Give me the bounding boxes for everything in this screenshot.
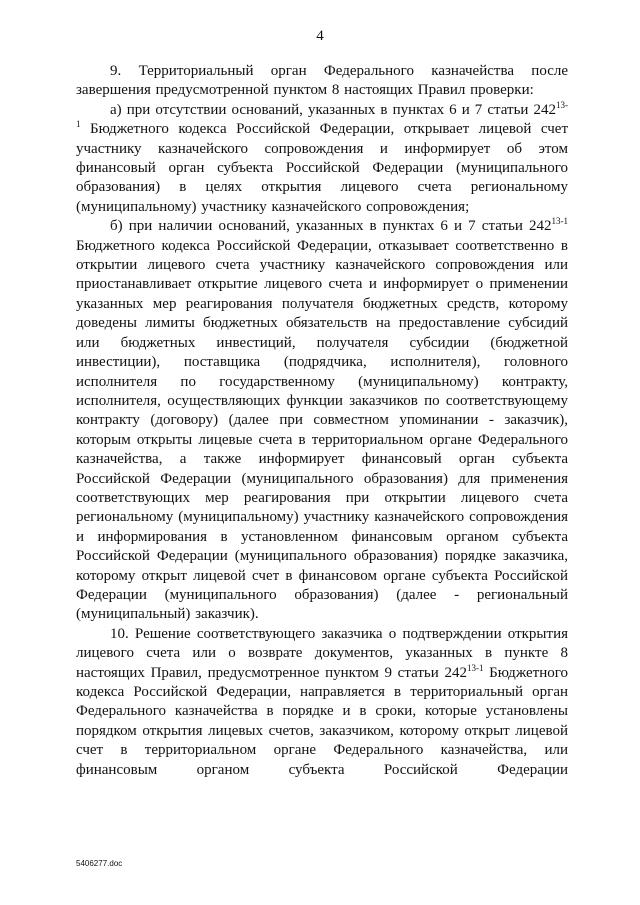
paragraph-9: 9. Территориальный орган Федерального казначейства после завершения предусмотренной пунктом 8 настоящих Правил проверки: (76, 63, 568, 99)
paragraph-9a-text-end: Бюджетного кодекса Российской Федерации, открывает лицевой счет участнику казначейского сопровождения и информирует об этом финансовый орган субъекта Российской Федерации (муниципального образования) в целях открытия лицевого счета региональному (муниципальному) участнику казначейского сопровождения; (76, 121, 568, 215)
article-superscript: 13-1 (76, 99, 568, 130)
page-number: 4 (316, 28, 324, 44)
document-file-code: 5406277.doc (76, 859, 123, 868)
paragraph-10-text-end: Бюджетного кодекса Российской Федерации, направляется в территориальный орган Федерального казначейства в порядке и в сроки, которые установлены порядком открытия лицевых счетов, заказчиком, которому открыт лицевой счет в территориальном органе Федерального казначейства, или финансовым органом субъекта Российской Федерации (76, 664, 569, 778)
paragraph-9b-text-end: Бюджетного кодекса Российской Федерации, отказывает соответственно в открытии лицевого счета участнику казначейского сопровождения или приостанавливает открытие лицевого счета и информирует о применении указанных мер реагирования получателя бюджетных средств, которому доведены лимиты бюджетных обязательств на предоставление субсидий или бюджетных инвестиций, получателя субсидии (бюджетной инвестиции), поставщика (подрядчика, исполнителя), головного исполнителя по государственному (муниципальному) контракту, исполнителя, осуществляющих функции заказчиков по соответствующему контракту (договору) (далее при совместном упоминании - заказчик), которым открыты лицевые счета в территориальном органе Федерального казначейства, а также информирует финансовый орган субъекта Российской Федерации (муниципального образования) для применения соответствующих мер реагирования при открытии лицевого счета региональному (муниципальному) участнику казначейского сопровождения и информирования в установленном финансовым органом субъекта Российской Федерации (муниципального образования) порядке заказчика, которому открыт лицевой счет в финансовом органе субъекта Российской Федерации (муниципального образования) (далее - региональный (муниципальный) заказчик). (76, 237, 568, 623)
paragraph-10 (76, 625, 568, 780)
paragraph-10-text-start: 10. Решение соответствующего заказчика о подтверждении открытия лицевого счета или о возврате документов, указанных в пункте 8 настоящих Правил, предусмотренное пунктом 9 статьи 242 (76, 625, 568, 681)
paragraph-9b (76, 217, 568, 625)
paragraph-9a (76, 101, 568, 217)
document-body (76, 62, 568, 780)
paragraph-9a-text-start: а) при отсутствии оснований, указанных в пунктах 6 и 7 статьи 242 (110, 101, 556, 118)
paragraph-9b-text-start: б) при наличии оснований, указанных в пунктах 6 и 7 статьи 242 (110, 218, 552, 235)
article-superscript: 13-1 (466, 662, 484, 673)
article-superscript: 13-1 (551, 216, 568, 227)
